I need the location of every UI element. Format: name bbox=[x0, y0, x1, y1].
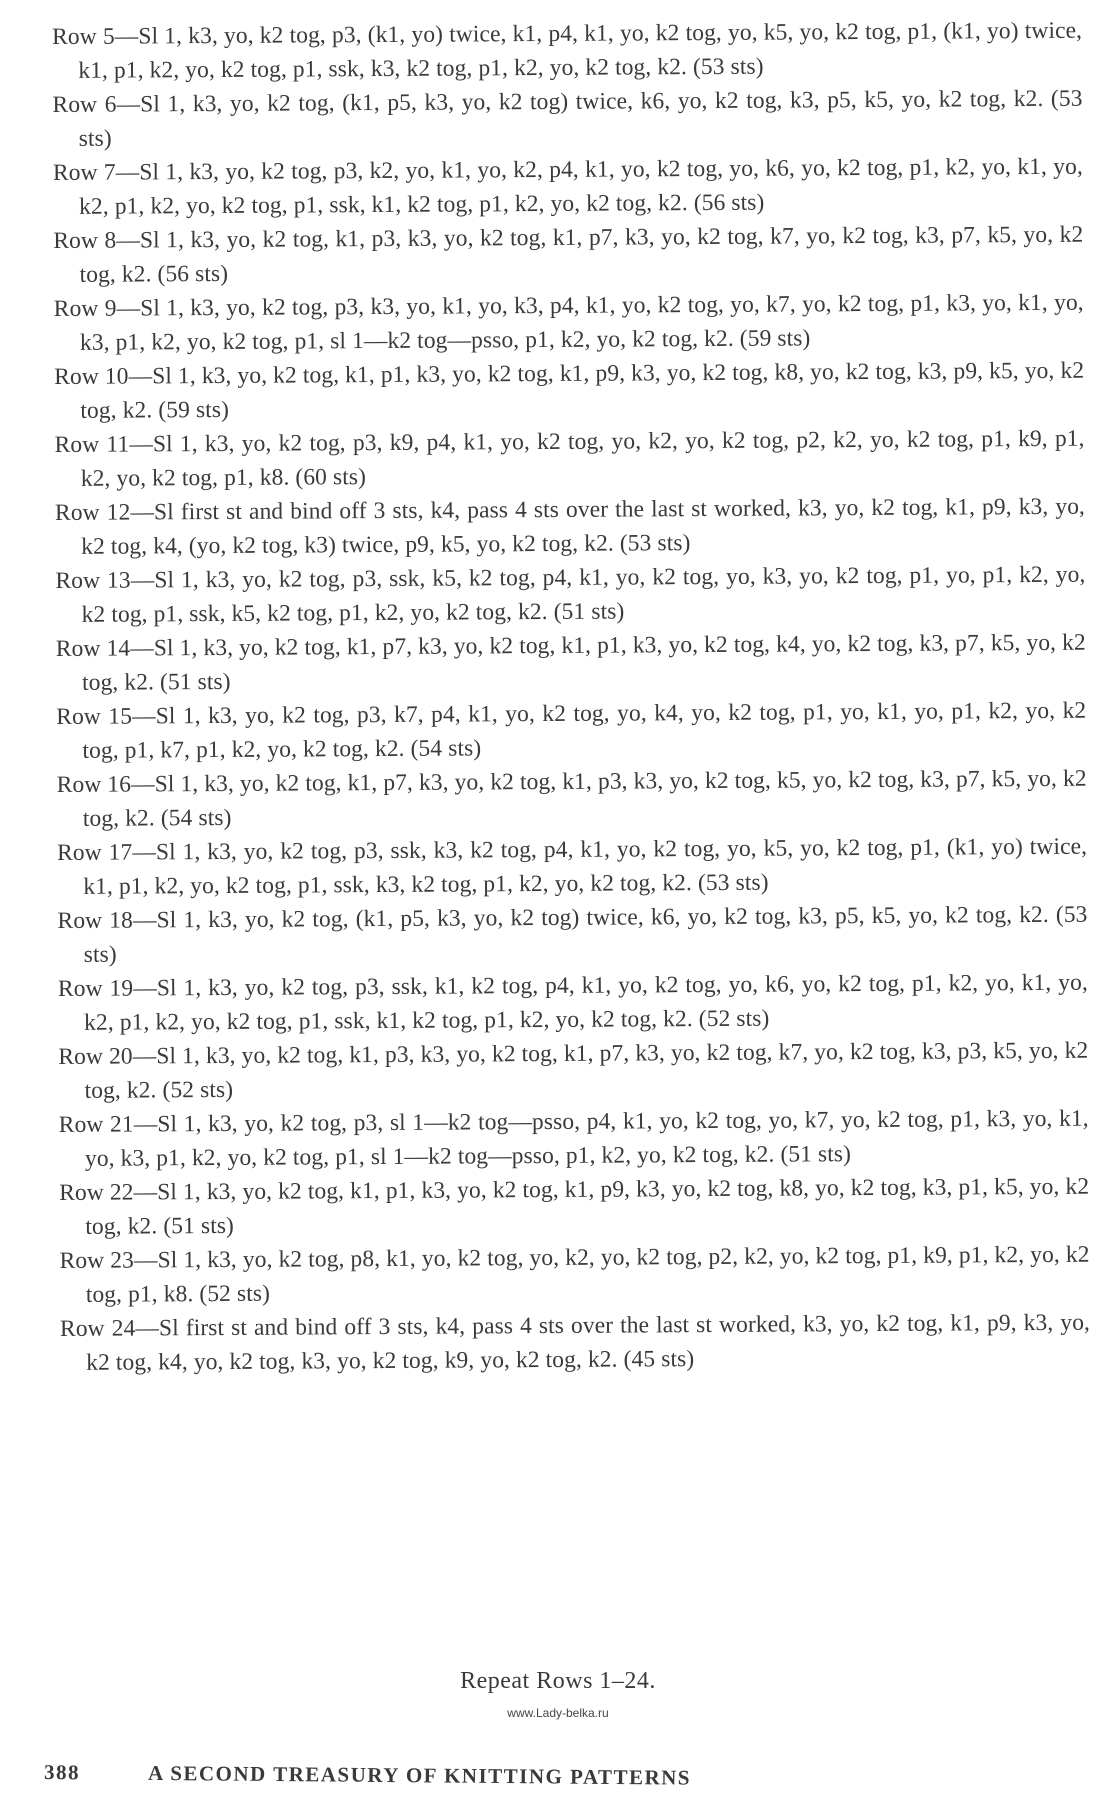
row-text: Sl 1, k3, yo, k2 tog, p3, k9, p4, k1, yo, k2 tog, yo, k2, yo, k2 tog, p2, k2, yo, k2 tog, p1, k9, p1, k2, yo, k2 tog, p1, k8. (60 sts) bbox=[80, 425, 1085, 492]
row-dash: — bbox=[130, 499, 155, 526]
row-label: Row 21 bbox=[58, 1111, 134, 1138]
row-dash: — bbox=[129, 431, 153, 458]
row-text: Sl 1, k3, yo, k2 tog, p3, k2, yo, k1, yo, k2, p4, k1, yo, k2 tog, yo, k6, yo, k2 tog, p1, k2, yo, k1, yo, k2, p1, k2, yo, k2 tog, p1, ssk, k1, k2 tog, p1, k2, yo, k2 tog, k2. (56 sts) bbox=[79, 153, 1083, 220]
row-text: Sl 1, k3, yo, k2 tog, k1, p1, k3, yo, k2 tog, k1, p9, k3, yo, k2 tog, k8, yo, k2 tog, k3, p9, k5, yo, k2 tog, k2. (59 sts) bbox=[80, 357, 1085, 424]
row-text: Sl first st and bind off 3 sts, k4, pass 4 sts over the last st worked, k3, yo, k2 tog, k1, p9, k3, yo, k2 tog, k4, yo, k2 tog, k3, yo, k2 tog, k9, yo, k2 tog, k2. (45 sts) bbox=[86, 1309, 1091, 1376]
row-text: Sl 1, k3, yo, k2 tog, k1, p7, k3, yo, k2 tog, k1, p3, k3, yo, k2 tog, k5, yo, k2 tog, k3, p7, k5, yo, k2 tog, k2. (54 sts) bbox=[82, 765, 1087, 832]
row-label: Row 20 bbox=[58, 1043, 133, 1070]
row-label: Row 6 bbox=[52, 91, 117, 118]
row-label: Row 17 bbox=[57, 839, 133, 866]
row-text: Sl 1, k3, yo, k2 tog, p3, ssk, k5, k2 tog, p4, k1, yo, k2 tog, yo, k3, yo, k2 tog, p1, yo, p1, k2, yo, k2 tog, p1, ssk, k5, k2 tog, p1, k2, yo, k2 tog, k2. (51 sts) bbox=[81, 561, 1086, 628]
row-text: Sl 1, k3, yo, k2 tog, p3, k7, p4, k1, yo, k2 tog, yo, k4, yo, k2 tog, p1, yo, k1, yo, p1, k2, yo, k2 tog, p1, k7, p1, k2, yo, k2 tog, k2. (54 sts) bbox=[82, 697, 1087, 764]
row-text: Sl 1, k3, yo, k2 tog, p3, ssk, k3, k2 tog, p4, k1, yo, k2 tog, yo, k5, yo, k2 tog, p1, (k1, yo) twice, k1, p1, k2, yo, k2 tog, p1, ssk, k3, k2 tog, p1, k2, yo, k2 tog, k2. (53 sts) bbox=[83, 833, 1088, 900]
row-text: Sl 1, k3, yo, k2 tog, k1, p7, k3, yo, k2 tog, k1, p1, k3, yo, k2 tog, k4, yo, k2 tog, k3, p7, k5, yo, k2 tog, k2. (51 sts) bbox=[81, 629, 1086, 696]
row-instructions bbox=[52, 14, 1090, 1380]
row-dash: — bbox=[133, 1179, 158, 1206]
row-instruction bbox=[53, 150, 1083, 224]
row-instruction bbox=[56, 694, 1086, 768]
row-instruction bbox=[57, 762, 1087, 836]
row-label: Row 14 bbox=[55, 635, 131, 662]
row-label: Row 9 bbox=[53, 295, 117, 322]
row-instruction bbox=[52, 82, 1082, 156]
row-instruction bbox=[54, 422, 1084, 496]
row-instruction bbox=[55, 558, 1085, 632]
row-dash: — bbox=[128, 363, 153, 390]
row-label: Row 12 bbox=[54, 499, 131, 526]
row-dash: — bbox=[133, 1247, 158, 1274]
row-text: Sl first st and bind off 3 sts, k4, pass 4 sts over the last st worked, k3, yo, k2 tog, k1, p9, k3, yo, k2 tog, k4, (yo, k2 tog, k3) twice, p9, k5, yo, k2 tog, k2. (53 sts) bbox=[81, 493, 1086, 560]
row-text: Sl 1, k3, yo, k2 tog, k1, p3, k3, yo, k2 tog, k1, p7, k3, yo, k2 tog, k7, yo, k2 tog, k3, p3, k5, yo, k2 tog, k2. (52 sts) bbox=[84, 1037, 1089, 1104]
row-label: Row 10 bbox=[54, 363, 129, 390]
row-text: Sl 1, k3, yo, k2 tog, (k1, p5, k3, yo, k2 tog) twice, k6, yo, k2 tog, k3, p5, k5, yo, k2 tog, k2. (53 sts) bbox=[78, 85, 1083, 152]
row-dash: — bbox=[130, 635, 154, 662]
row-dash: — bbox=[116, 295, 141, 322]
page-number: 388 bbox=[43, 1760, 81, 1785]
row-dash: — bbox=[135, 1315, 160, 1342]
row-instruction bbox=[54, 354, 1084, 428]
row-label: Row 15 bbox=[56, 703, 133, 730]
row-text: Sl 1, k3, yo, k2 tog, p8, k1, yo, k2 tog, yo, k2, yo, k2 tog, p2, k2, yo, k2 tog, p1, k9, p1, k2, yo, k2 tog, p1, k8. (52 sts) bbox=[85, 1241, 1090, 1308]
row-instruction bbox=[57, 898, 1087, 972]
row-dash: — bbox=[115, 159, 140, 186]
row-instruction bbox=[53, 218, 1083, 292]
row-dash: — bbox=[114, 23, 139, 50]
row-instruction bbox=[59, 1238, 1089, 1312]
row-text: Sl 1, k3, yo, k2 tog, k1, p1, k3, yo, k2 tog, k1, p9, k3, yo, k2 tog, k8, yo, k2 tog, k3, p1, k5, yo, k2 tog, k2. (51 sts) bbox=[85, 1173, 1090, 1240]
row-label: Row 16 bbox=[56, 771, 132, 798]
row-dash: — bbox=[130, 771, 155, 798]
row-text: Sl 1, k3, yo, k2 tog, p3, (k1, yo) twice, k1, p4, k1, yo, k2 tog, yo, k5, yo, k2 tog, p1, (k1, yo) twice, k1, p1, k2, yo, k2 tog, p1, ssk, k3, k2 tog, p1, k2, yo, k2 tog, k2. (53 sts) bbox=[78, 17, 1083, 84]
row-instruction bbox=[57, 830, 1087, 904]
row-instruction bbox=[54, 286, 1084, 360]
row-label: Row 18 bbox=[57, 907, 134, 934]
row-dash: — bbox=[130, 567, 155, 594]
row-text: Sl 1, k3, yo, k2 tog, p3, k3, yo, k1, yo, k3, p4, k1, yo, k2 tog, yo, k7, yo, k2 tog, p1, k3, yo, k1, yo, k3, p1, k2, yo, k2 tog, p1, sl 1—k2 tog—psso, p1, k2, yo, k2 tog, k2. (59 sts) bbox=[79, 289, 1084, 356]
page-footer bbox=[44, 1760, 1084, 1794]
row-label: Row 24 bbox=[59, 1315, 136, 1342]
row-label: Row 19 bbox=[57, 975, 134, 1002]
row-label: Row 5 bbox=[52, 23, 115, 50]
row-dash: — bbox=[132, 907, 157, 934]
row-instruction bbox=[55, 490, 1085, 564]
row-label: Row 22 bbox=[59, 1179, 134, 1206]
row-text: Sl 1, k3, yo, k2 tog, k1, p3, k3, yo, k2 tog, k1, p7, k3, yo, k2 tog, k7, yo, k2 tog, k3, p7, k5, yo, k2 tog, k2. (56 sts) bbox=[79, 221, 1084, 288]
row-instruction bbox=[59, 1102, 1089, 1176]
row-instruction bbox=[52, 14, 1082, 88]
repeat-instruction: Repeat Rows 1–24. bbox=[460, 1668, 656, 1694]
row-label: Row 23 bbox=[59, 1247, 135, 1274]
row-dash: — bbox=[133, 975, 157, 1002]
row-dash: — bbox=[131, 703, 156, 730]
row-dash: — bbox=[116, 91, 141, 118]
book-title: A SECOND TREASURY OF KNITTING PATTERNS bbox=[147, 1760, 692, 1790]
row-instruction bbox=[60, 1306, 1090, 1380]
row-dash: — bbox=[132, 839, 157, 866]
row-instruction bbox=[59, 1170, 1089, 1244]
row-instruction bbox=[58, 966, 1088, 1040]
row-text: Sl 1, k3, yo, k2 tog, p3, sl 1—k2 tog—psso, p4, k1, yo, k2 tog, yo, k7, yo, k2 tog, p1, k3, yo, k1, yo, k3, p1, k2, yo, k2 tog, p1, sl 1—k2 tog—psso, p1, k2, yo, k2 tog, k2. (51 sts) bbox=[84, 1105, 1089, 1172]
row-label: Row 11 bbox=[54, 431, 130, 458]
row-instruction bbox=[56, 626, 1086, 700]
row-label: Row 8 bbox=[53, 227, 117, 254]
row-dash: — bbox=[133, 1111, 158, 1138]
row-dash: — bbox=[116, 227, 141, 254]
row-label: Row 7 bbox=[52, 159, 116, 186]
watermark-url: www.Lady-belka.ru bbox=[507, 1706, 609, 1720]
row-dash: — bbox=[132, 1043, 157, 1070]
row-label: Row 13 bbox=[55, 567, 131, 594]
row-text: Sl 1, k3, yo, k2 tog, (k1, p5, k3, yo, k2 tog) twice, k6, yo, k2 tog, k3, p5, k5, yo, k2 tog, k2. (53 sts) bbox=[83, 901, 1088, 968]
row-text: Sl 1, k3, yo, k2 tog, p3, ssk, k1, k2 tog, p4, k1, yo, k2 tog, yo, k6, yo, k2 tog, p1, k2, yo, k1, yo, k2, p1, k2, yo, k2 tog, p1, ssk, k1, k2 tog, p1, k2, yo, k2 tog, k2. (52 sts) bbox=[84, 969, 1088, 1036]
row-instruction bbox=[58, 1034, 1088, 1108]
